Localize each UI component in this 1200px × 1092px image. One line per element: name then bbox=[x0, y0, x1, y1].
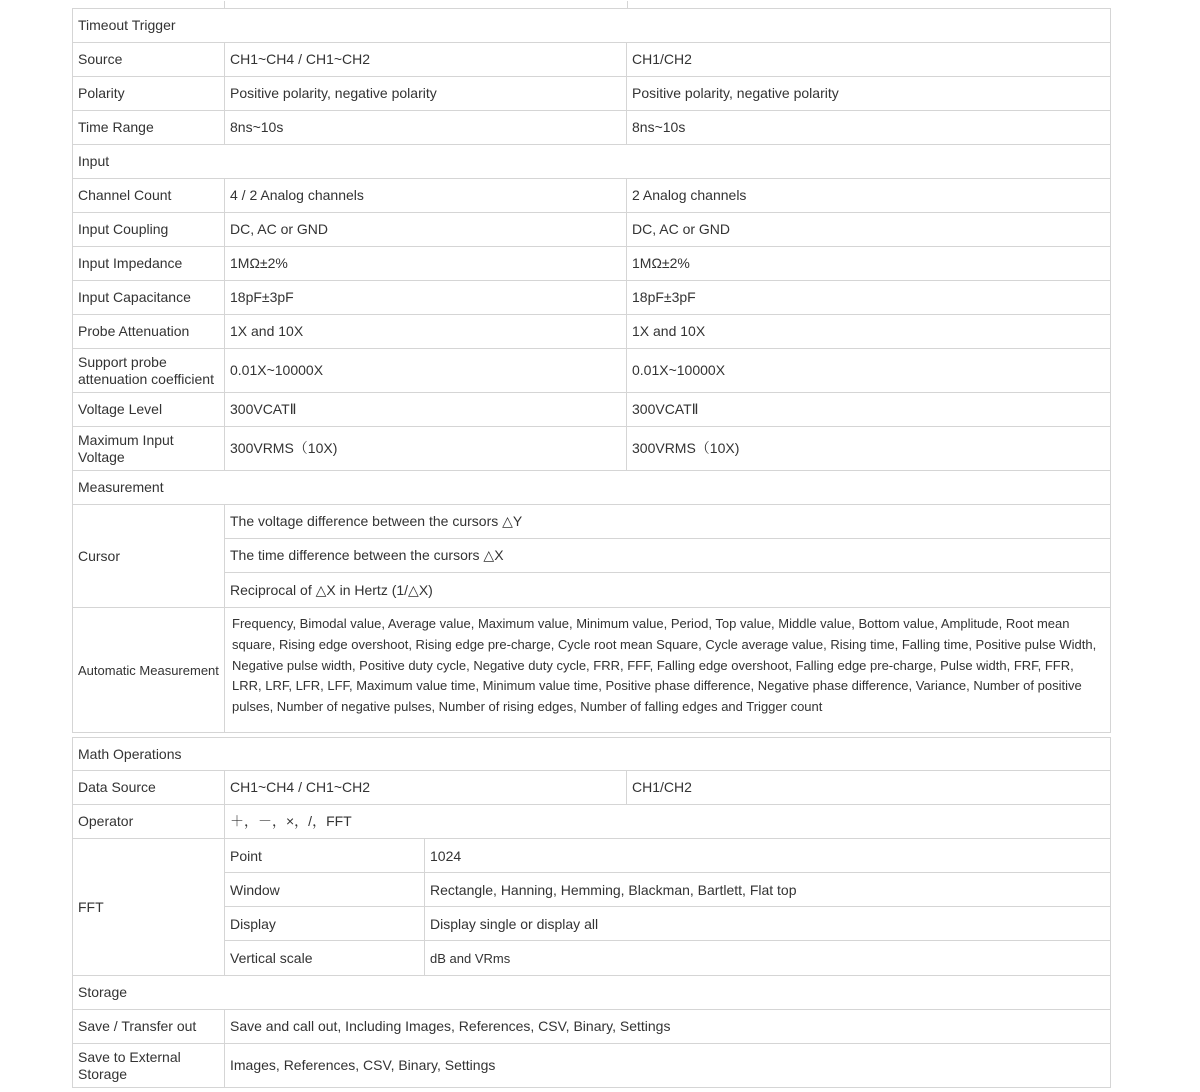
row-label: Probe Attenuation bbox=[73, 315, 225, 348]
value-model-b: 1MΩ±2% bbox=[632, 255, 690, 271]
table-top-stub bbox=[224, 1, 628, 9]
row-label: Input Impedance bbox=[73, 247, 225, 280]
value-model-a: CH1~CH4 / CH1~CH2 bbox=[225, 43, 627, 76]
row-label: Save / Transfer out bbox=[73, 1010, 225, 1043]
row-label: Voltage Level bbox=[73, 393, 225, 426]
value-model-b: 8ns~10s bbox=[632, 119, 686, 135]
fft-key: Window bbox=[225, 873, 425, 906]
row-label: Cursor bbox=[73, 505, 225, 607]
operator-value: ＋，－，×，/，FFT bbox=[230, 813, 352, 829]
value-model-a: Positive polarity, negative polarity bbox=[225, 77, 627, 110]
list-item: Reciprocal of △X in Hertz (1/△X) bbox=[230, 581, 433, 598]
value-model-b: 300VCATⅡ bbox=[632, 401, 699, 417]
row-label: Channel Count bbox=[73, 179, 225, 212]
table-row bbox=[72, 247, 1111, 281]
row-label: Automatic Measurement bbox=[73, 608, 225, 732]
row-label: Data Source bbox=[73, 771, 225, 804]
table-row bbox=[225, 941, 1110, 975]
section-header-storage bbox=[72, 976, 1111, 1010]
fft-key: Point bbox=[225, 839, 425, 872]
value-model-a: 300VRMS（10X) bbox=[225, 427, 627, 470]
row-label: Save to External Storage bbox=[73, 1044, 225, 1087]
value-model-a: DC, AC or GND bbox=[225, 213, 627, 246]
fft-key: Display bbox=[225, 907, 425, 940]
list-item: The voltage difference between the cursors △Y bbox=[225, 505, 1110, 539]
value-model-b: Positive polarity, negative polarity bbox=[632, 85, 839, 101]
table-row bbox=[72, 111, 1111, 145]
section-title: Measurement bbox=[78, 479, 164, 495]
row-label: Time Range bbox=[73, 111, 225, 144]
value-model-b: 300VRMS（10X) bbox=[632, 440, 740, 456]
value-model-b: 1X and 10X bbox=[632, 323, 706, 339]
section-header-math-operations bbox=[72, 737, 1111, 771]
table-row bbox=[72, 1044, 1111, 1088]
table-row bbox=[72, 179, 1111, 213]
row-label: Input Coupling bbox=[73, 213, 225, 246]
automatic-measurement-group bbox=[72, 608, 1111, 733]
section-title: Input bbox=[78, 153, 110, 169]
section-header-input bbox=[72, 145, 1111, 179]
fft-items bbox=[225, 839, 1110, 975]
fft-value: Display single or display all bbox=[430, 915, 599, 932]
value-model-b: DC, AC or GND bbox=[632, 221, 731, 237]
section-header-timeout-trigger bbox=[72, 9, 1111, 43]
row-label: Support probe attenuation coefficient bbox=[73, 349, 225, 392]
section-title: Storage bbox=[78, 984, 128, 1000]
value-model-a: CH1~CH4 / CH1~CH2 bbox=[225, 771, 627, 804]
table-row bbox=[72, 1010, 1111, 1044]
list-item: The time difference between the cursors △X bbox=[225, 539, 1110, 573]
row-label: Polarity bbox=[73, 77, 225, 110]
spec-table bbox=[72, 8, 1111, 1088]
value-model-a: 8ns~10s bbox=[225, 111, 627, 144]
table-row bbox=[72, 281, 1111, 315]
cursor-items bbox=[225, 505, 1110, 607]
fft-group bbox=[72, 839, 1111, 976]
table-row bbox=[72, 771, 1111, 805]
section-header-measurement bbox=[72, 471, 1111, 505]
value-model-b: CH1/CH2 bbox=[632, 51, 692, 67]
fft-value: dB and VRms bbox=[430, 950, 511, 966]
table-row bbox=[72, 349, 1111, 393]
section-title: Math Operations bbox=[78, 745, 182, 762]
table-row bbox=[72, 805, 1111, 839]
value-model-a: 0.01X~10000X bbox=[225, 349, 627, 392]
table-row bbox=[72, 43, 1111, 77]
value-model-b: 18pF±3pF bbox=[632, 289, 696, 305]
section-title: Timeout Trigger bbox=[78, 17, 176, 33]
row-label: Source bbox=[73, 43, 225, 76]
value-model-a: 1X and 10X bbox=[225, 315, 627, 348]
table-row bbox=[225, 907, 1110, 941]
value-model-a: 300VCATⅡ bbox=[225, 393, 627, 426]
cursor-group bbox=[72, 505, 1111, 608]
table-row bbox=[72, 393, 1111, 427]
value-model-a: 1MΩ±2% bbox=[225, 247, 627, 280]
table-row bbox=[72, 213, 1111, 247]
row-label: FFT bbox=[73, 839, 225, 975]
value-model-a: 4 / 2 Analog channels bbox=[225, 179, 627, 212]
row-label: Operator bbox=[73, 805, 225, 838]
automatic-measurement-text: Frequency, Bimodal value, Average value, Maximum value, Minimum value, Period, Top value, Middle value, Bottom value, Amplitude, Root mean square, Rising edge overshoot, Rising edge pre-charge, Cycle root mean Square, Cycle average value, Rising time, Falling time, Positive pulse Width, Negative pulse width, Positive duty cycle, Negative duty cycle, FRR, FFF, Falling edge overshoot, Falling edge pre-charge, Pulse width, FRF, FFR, LRR, LRF, LFR, LFF, Maximum value time, Minimum value time, Positive phase difference, Negative phase difference, Variance, Number of positive pulses, Number of negative pulses, Number of rising edges, Number of falling edges and Trigger count bbox=[232, 616, 1097, 715]
fft-value: 1024 bbox=[430, 847, 462, 864]
table-row bbox=[72, 427, 1111, 471]
value-model-b: CH1/CH2 bbox=[632, 779, 692, 795]
table-row bbox=[225, 873, 1110, 907]
value-model-b: 0.01X~10000X bbox=[632, 362, 726, 378]
row-value: Save and call out, Including Images, References, CSV, Binary, Settings bbox=[230, 1018, 671, 1034]
table-row bbox=[225, 839, 1110, 873]
value-model-a: 18pF±3pF bbox=[225, 281, 627, 314]
fft-value: Rectangle, Hanning, Hemming, Blackman, Bartlett, Flat top bbox=[430, 881, 797, 898]
fft-key: Vertical scale bbox=[225, 941, 425, 975]
table-row bbox=[72, 315, 1111, 349]
value-model-b: 2 Analog channels bbox=[632, 187, 747, 203]
row-label: Input Capacitance bbox=[73, 281, 225, 314]
row-value: Images, References, CSV, Binary, Settings bbox=[230, 1057, 496, 1073]
table-row bbox=[72, 77, 1111, 111]
row-label: Maximum Input Voltage bbox=[73, 427, 225, 470]
